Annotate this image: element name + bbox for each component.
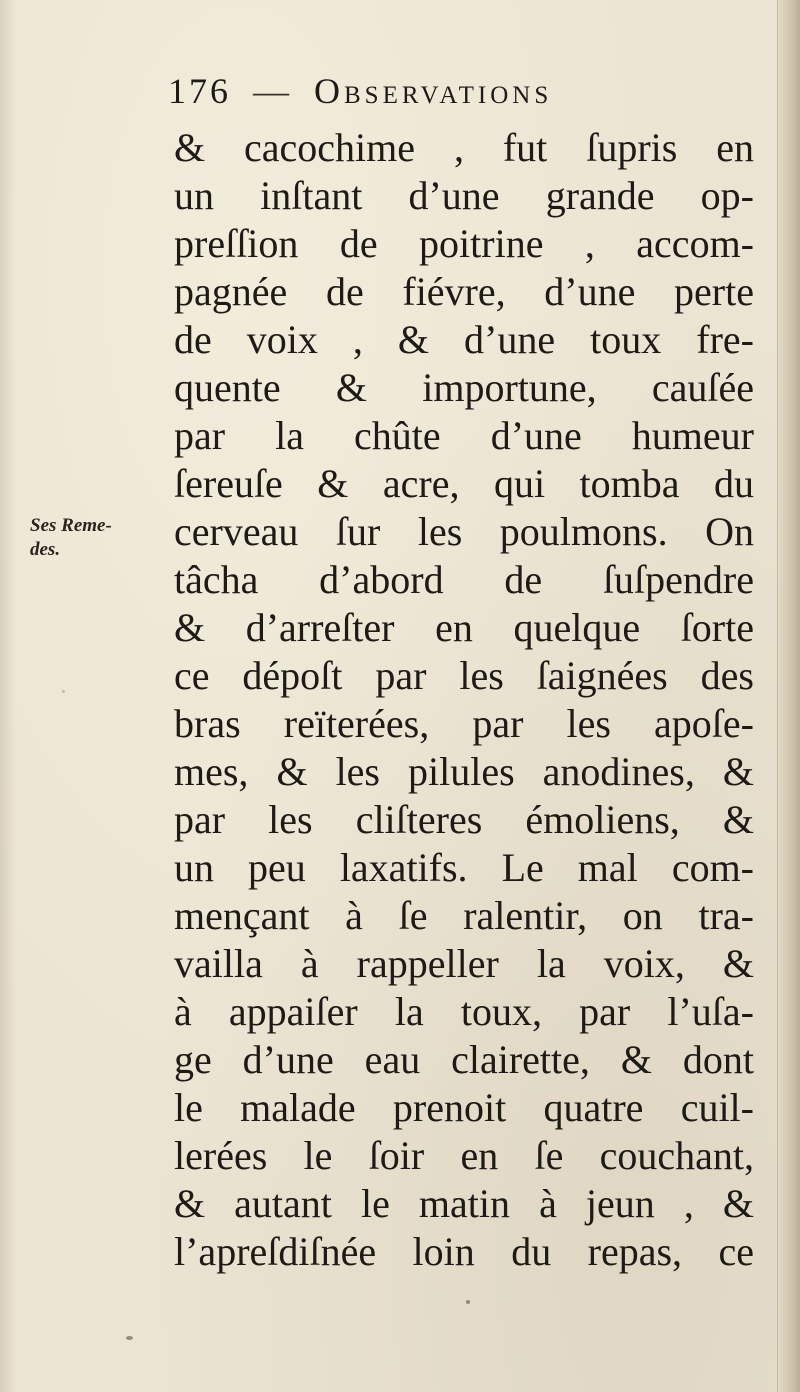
- text-line: de voix , & d’une toux fre-: [174, 317, 754, 362]
- body-text: [174, 124, 754, 1276]
- marginal-note-line: des.: [30, 539, 61, 560]
- ink-speck: [126, 1336, 133, 1340]
- text-line: l’apreſdiſnée loin du repas, ce: [174, 1229, 754, 1274]
- text-line: ge d’une eau clairette, & dont: [174, 1037, 754, 1082]
- page-number: 176: [168, 71, 231, 111]
- text-line: par la chûte d’une humeur: [174, 413, 754, 458]
- ink-speck: [466, 1300, 470, 1304]
- text-line: à appaiſer la toux, par l’uſa-: [174, 989, 754, 1034]
- text-line: quente & importune, cauſée: [174, 365, 754, 410]
- text-line: le malade prenoit quatre cuil-: [174, 1085, 754, 1130]
- ink-speck: [62, 690, 65, 693]
- text-line: mes, & les pilules anodines, &: [174, 749, 754, 794]
- text-line: ſereuſe & acre, qui tomba du: [174, 461, 754, 506]
- gutter-shadow: [0, 0, 16, 1392]
- text-line: bras reïterées, par les apoſe-: [174, 701, 754, 746]
- text-line: cerveau ſur les poulmons. On: [174, 509, 754, 554]
- text-line: & autant le matin à jeun , &: [174, 1181, 754, 1226]
- running-title: Observations: [314, 71, 553, 111]
- marginal-note: [30, 514, 160, 562]
- text-line: un peu laxatifs. Le mal com-: [174, 845, 754, 890]
- page-edge: [777, 0, 800, 1392]
- text-line: lerées le ſoir en ſe couchant,: [174, 1133, 754, 1178]
- text-line: mençant à ſe ralentir, on tra-: [174, 893, 754, 938]
- text-line: vailla à rappeller la voix, &: [174, 941, 754, 986]
- text-line: & cacochime , fut ſupris en: [174, 125, 754, 170]
- text-line: & d’arreſter en quelque ſorte: [174, 605, 754, 650]
- text-line: ce dépoſt par les ſaignées des: [174, 653, 754, 698]
- header-dash: —: [253, 71, 292, 111]
- text-line: un inſtant d’une grande op-: [174, 173, 754, 218]
- text-line: par les cliſteres émoliens, &: [174, 797, 754, 842]
- page-header: [168, 70, 688, 116]
- text-line: pagnée de fiévre, d’une perte: [174, 269, 754, 314]
- marginal-note-line: Ses Reme-: [30, 515, 112, 536]
- text-line: preſſion de poitrine , accom-: [174, 221, 754, 266]
- text-line: tâcha d’abord de ſuſpendre: [174, 557, 754, 602]
